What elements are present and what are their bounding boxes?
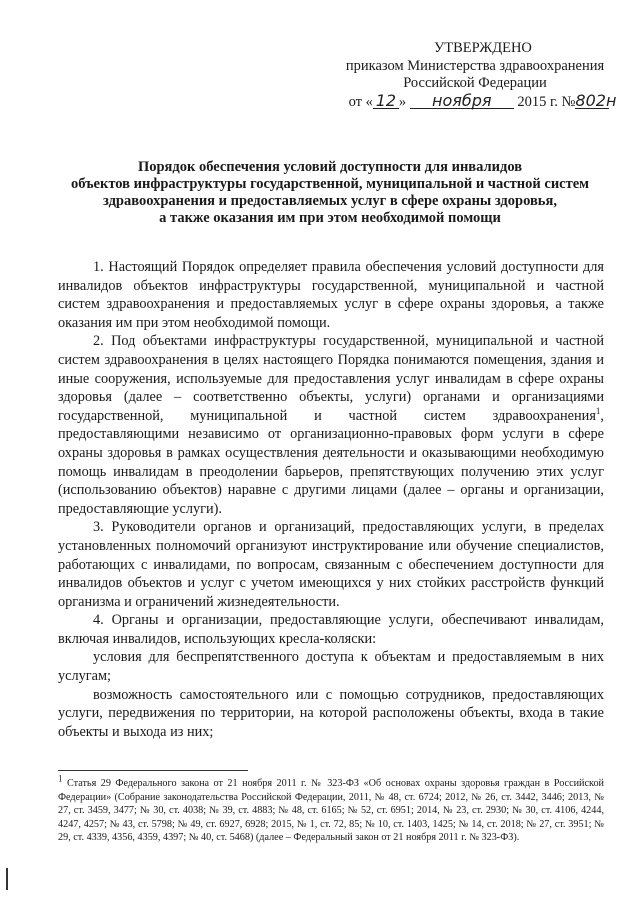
paragraph-4-item-2: возможность самостоятельного или с помощью сотрудников, предоставляющих услуги, передвижения по территории, на которой расположены объекты, входа в такие объекты и выхода из них; [58, 686, 604, 740]
paragraph-2 [58, 332, 604, 518]
approval-ministry-line: приказом Министерства здравоохранения [345, 57, 605, 74]
footnote-separator [58, 770, 248, 771]
approval-block [330, 40, 620, 111]
handwritten-day: 12 [373, 94, 399, 109]
paragraph-2-part-a: 2. Под объектами инфраструктуры государственной, муниципальной и частной систем здравоохранения в целях настоящего Порядка понимаются помещения, здания и иные сооружения, используемые для предоставления услуг инвалидам в сфере охраны здоровья (далее – соответственно объекты, услуги) органами и организациями государственной, муниципальной и частной систем здравоохранения [58, 333, 604, 424]
handwritten-order-number: 802н [575, 90, 617, 110]
approval-heading: УТВЕРЖДЕНО [434, 40, 532, 56]
paragraph-4-item-1: условия для беспрепятственного доступа к объектам и предоставляемым в них услугам; [58, 649, 604, 685]
title-line-2: объектов инфраструктуры государственной, муниципальной и частной систем [70, 176, 590, 192]
paragraph-1: 1. Настоящий Порядок определяет правила обеспечения условий доступности для инвалидов объектов инфраструктуры государственной, муниципальной и частной систем здравоохранения и предоставляемых услуг в сфере охраны здоровья, а также оказания им при этом необходимой помощи. [58, 259, 604, 331]
footnote-text: Статья 29 Федерального закона от 21 ноября 2011 г. № 323-ФЗ «Об основах охраны здоровья граждан в Российской Федерации» (Собрание законодательства Российской Федерации, 2011, № 48, ст. 6724; 2012, № 26, ст. 3442, 3446; 2013, № 27, ст. 3459, 3477; № 30, ст. 4038; № 39, ст. 4883; № 48, ст. 6165; № 52, ст. 6951; 2014, № 23, ст. 2930; № 30, ст. 4106, 4244, 4247, 4257; № 43, ст. 5798; № 49, ст. 6927, 6928; 2015, № 1, ст. 72, 85; № 10, ст. 1403, 1425; № 14, ст. 2018; № 27, ст. 3951; № 29, ст. 4339, 4356, 4359, 4397; № 40, ст. 5468) (далее – Федеральный закон от 21 ноября 2011 г. № 323-ФЗ). [58, 778, 604, 844]
footnote-marker: 1 [58, 773, 63, 784]
title-line-1: Порядок обеспечения условий доступности для инвалидов [137, 159, 523, 175]
document-title [40, 159, 620, 227]
paragraph-4: 4. Органы и организации, предоставляющие услуги, обеспечивают инвалидам, включая инвалидов, использующих кресла-коляски: [58, 612, 604, 647]
approval-federation-line: Российской Федерации [403, 75, 547, 91]
document-body [58, 258, 604, 741]
date-year-number: 2015 г. № [517, 93, 576, 110]
title-line-4: а также оказания им при этом необходимой помощи [159, 210, 501, 226]
title-line-3: здравоохранения и предоставляемых услуг в сфере охраны здоровья, [103, 193, 557, 209]
scan-edge-mark [6, 868, 8, 890]
date-close-quote: » [398, 93, 407, 110]
footnote [58, 773, 604, 845]
approval-date-line [334, 90, 624, 112]
paragraph-3: 3. Руководители органов и организаций, предоставляющих услуги, в пределах установленных полномочий организуют инструктирование или обучение специалистов, работающих с инвалидами, по вопросам, связанным с обеспечением доступности для инвалидов объектов и услуг с учетом имеющихся у них стойких расстройств функций организма и ограничений жизнедеятельности. [58, 519, 604, 610]
handwritten-month: ноября [410, 94, 514, 109]
date-prefix: от « [348, 93, 373, 110]
paragraph-2-part-b: , предоставляющими независимо от организационно-правовых форм услуги в сфере охраны здоровья в рамках осуществления деятельности и оказывающими необходимую помощь инвалидам в преодолении барьеров, препятствующих получению этих услуг (использованию объектов) наравне с другими лицами (далее – органы и организации, предоставляющие услуги). [58, 407, 604, 517]
footnote-ref-1: 1 [595, 405, 601, 416]
